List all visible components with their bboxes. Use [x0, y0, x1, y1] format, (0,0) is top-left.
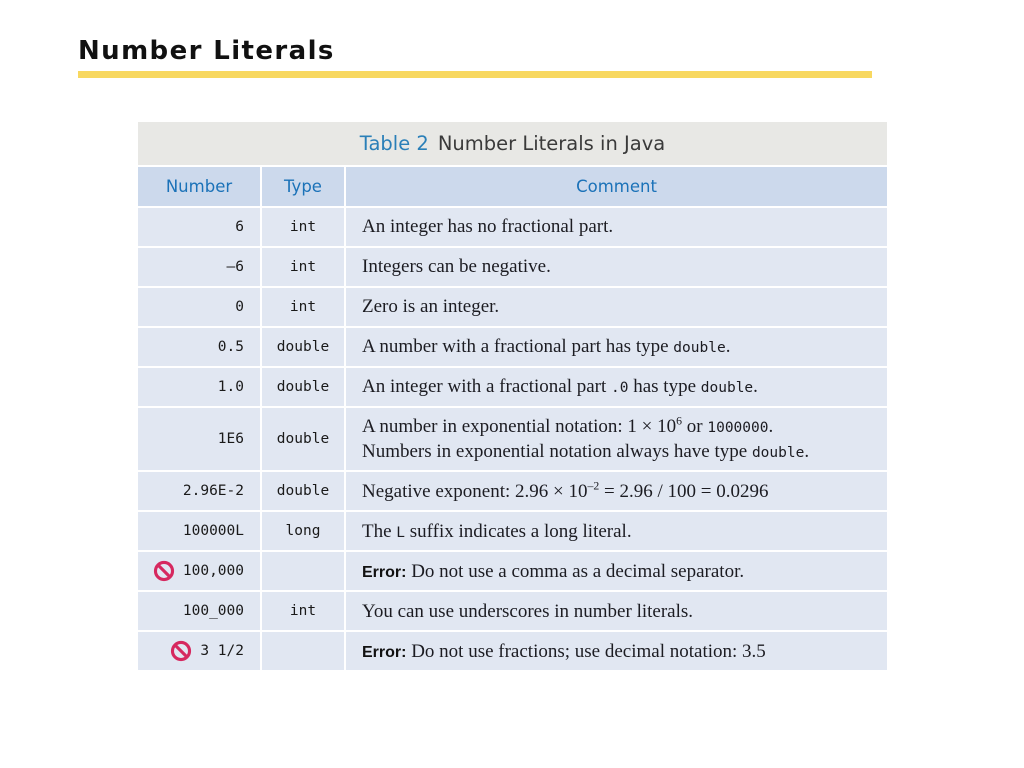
table-row	[138, 408, 887, 470]
cell-comment: You can use underscores in number literals.	[346, 592, 887, 630]
table-caption-row	[138, 122, 887, 165]
cell-number	[138, 592, 260, 630]
type-value: int	[289, 259, 317, 275]
number-literal-value: 1E6	[217, 431, 244, 448]
table-caption-cell	[138, 122, 887, 165]
table-row	[138, 288, 887, 326]
table-row	[138, 472, 887, 510]
table-caption-title: Number Literals in Java	[437, 132, 666, 155]
title-underline-rule	[78, 71, 872, 78]
number-literal-value: 100_000	[182, 603, 244, 620]
table-caption-label: Table 2	[359, 132, 429, 155]
column-header-comment: Comment	[346, 167, 887, 206]
number-literal-value: 6	[235, 219, 244, 235]
cell-comment: An integer has no fractional part.	[346, 208, 887, 246]
cell-number	[138, 512, 260, 550]
cell-number	[138, 328, 260, 366]
cell-number	[138, 208, 260, 246]
table-row	[138, 592, 887, 630]
number-literal-value: 0	[235, 299, 244, 315]
cell-comment: Error: Do not use a comma as a decimal separator.	[346, 552, 887, 590]
number-literal-value: 3 1/2	[200, 643, 244, 660]
number-literal-value: –6	[226, 259, 244, 275]
number-literal-value: 0.5	[217, 339, 244, 355]
cell-type	[262, 408, 344, 470]
type-value: long	[285, 523, 321, 540]
column-header-type: Type	[262, 167, 344, 206]
cell-number	[138, 552, 260, 590]
table-caption	[360, 132, 665, 155]
page-title: Number Literals	[78, 36, 335, 66]
cell-number	[138, 368, 260, 406]
cell-number	[138, 288, 260, 326]
cell-type	[262, 472, 344, 510]
table-row	[138, 632, 887, 670]
cell-type	[262, 632, 344, 670]
table-row	[138, 512, 887, 550]
type-value: double	[276, 379, 330, 395]
type-value: int	[289, 219, 317, 235]
cell-number	[138, 632, 260, 670]
type-value: double	[276, 483, 330, 500]
cell-type	[262, 512, 344, 550]
cell-type	[262, 328, 344, 366]
no-entry-icon	[170, 640, 192, 662]
cell-number	[138, 408, 260, 470]
cell-comment: A number in exponential notation: $1 \times 10^6$ or 1000000. Numbers in exponential notation always have type double.	[346, 408, 887, 470]
column-header-number: Number	[138, 167, 260, 206]
cell-number	[138, 248, 260, 286]
cell-type	[262, 208, 344, 246]
cell-comment: An integer with a fractional part .0 has type double.	[346, 368, 887, 406]
table-row	[138, 552, 887, 590]
table-header-row	[138, 167, 887, 206]
type-value: double	[276, 339, 330, 355]
cell-comment: Negative exponent: $2.96 \times 10^{-2} = 2.96 / 100 = 0.0296$	[346, 472, 887, 510]
number-literal-value: 1.0	[217, 379, 244, 395]
type-value: int	[289, 299, 317, 315]
cell-comment: The L suffix indicates a long literal.	[346, 512, 887, 550]
number-literals-table	[136, 120, 889, 672]
cell-type	[262, 592, 344, 630]
table-row	[138, 368, 887, 406]
cell-comment: Zero is an integer.	[346, 288, 887, 326]
cell-type	[262, 248, 344, 286]
type-value: double	[276, 431, 330, 448]
cell-type	[262, 288, 344, 326]
no-entry-icon	[153, 560, 175, 582]
number-literals-table-container	[136, 120, 885, 672]
number-literal-value: 2.96E-2	[182, 483, 244, 500]
number-literal-value: 100,000	[182, 563, 244, 580]
table-row	[138, 248, 887, 286]
cell-comment: Error: Do not use fractions; use decimal notation: 3.5	[346, 632, 887, 670]
cell-type	[262, 552, 344, 590]
cell-comment: Integers can be negative.	[346, 248, 887, 286]
table-row	[138, 208, 887, 246]
number-literal-value: 100000L	[182, 523, 244, 540]
table-row	[138, 328, 887, 366]
cell-number	[138, 472, 260, 510]
type-value: int	[289, 603, 317, 620]
cell-comment: A number with a fractional part has type double.	[346, 328, 887, 366]
cell-type	[262, 368, 344, 406]
